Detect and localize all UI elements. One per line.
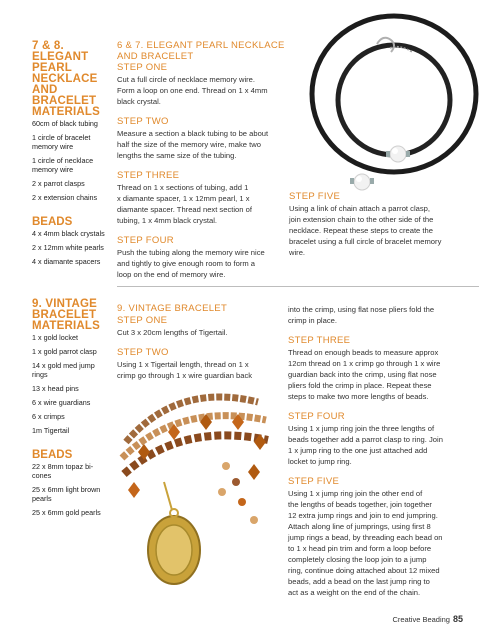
step-heading: STEP FIVE — [289, 191, 341, 202]
beads-list — [32, 229, 108, 266]
text-line: Form a loop on one end. Thread on 1 x 4mm — [117, 86, 268, 95]
pearl-step-five — [289, 191, 479, 258]
continued-text — [288, 304, 480, 326]
text-line: pliers fold the crimp in place. Repeat these — [288, 381, 432, 390]
step-heading: STEP FOUR — [288, 411, 345, 422]
text-line: 12cm thread on 1 x crimp go through 1 x wire — [288, 359, 441, 368]
material-item: 13 x head pins — [32, 384, 79, 393]
step-heading: STEP ONE — [117, 314, 168, 326]
text-line: Push the tubing along the memory wire nice — [117, 248, 265, 257]
text-line: jump rings a bead, by threading each bead on — [288, 533, 443, 542]
materials-list — [32, 119, 108, 202]
text-line: completely closing the loop join to a jump — [288, 555, 427, 564]
spacer — [350, 178, 354, 184]
step-text — [117, 74, 287, 107]
text-line: the lengths of beads together, join together — [288, 500, 432, 509]
title-line: NECKLACE AND — [32, 73, 98, 96]
text-line: lengths the same size of the tubing. — [117, 151, 237, 160]
step-heading: STEP FIVE — [288, 476, 340, 487]
text-line: tubing, 1 x 4mm black crystal. — [117, 216, 218, 225]
pearl-section — [117, 41, 287, 280]
text-line: join extension chain to the other side of the — [289, 215, 434, 224]
text-line: Using 1 x Tigertail length, thread on 1 x — [117, 359, 249, 369]
materials-list — [32, 333, 108, 435]
magazine-name: Creative Beading — [392, 615, 450, 624]
bead-item: 4 x 4mm black crystals — [32, 229, 105, 238]
step-text — [288, 423, 480, 467]
text-line: loop on the end of memory wire. — [117, 270, 226, 279]
text-line: 12 extra jump rings and join to end jumpring. — [288, 511, 438, 520]
beads-heading: BEADS — [32, 216, 73, 228]
title-line: BRACELET — [32, 95, 97, 107]
text-line: Cut a full circle of necklace memory wire. — [117, 75, 255, 84]
text-line: steps to make two more lengths of beads. — [288, 392, 429, 401]
material-item: 1 x gold locket — [32, 333, 78, 342]
material-item: 2 x extension chains — [32, 193, 98, 202]
bead-item: 2 x 12mm white pearls — [32, 243, 104, 252]
locket-inner — [156, 525, 192, 575]
sidebar-top — [32, 41, 108, 266]
pearl-necklace-photo — [282, 4, 482, 194]
bead-strand-top — [122, 397, 268, 474]
sidebar-bottom-title — [32, 299, 108, 332]
material-item: 1 x gold parrot clasp — [32, 347, 97, 356]
section-title: AND BRACELET — [117, 50, 194, 62]
text-line: into the crimp, using flat nose pliers fold the — [288, 305, 435, 314]
text-line: act as a weight on the end of the chain. — [288, 588, 421, 597]
step-text — [117, 327, 277, 338]
text-line: Cut 3 x 20cm lengths of Tigertail. — [117, 327, 228, 337]
text-line: half the size of the memory wire, make two — [117, 140, 261, 149]
beads-heading: BEADS — [32, 449, 73, 461]
step-text — [117, 128, 287, 161]
pearl-highlight — [392, 148, 398, 154]
text-line: locket to jump ring. — [288, 457, 352, 466]
spacer — [406, 151, 410, 157]
beads-list — [32, 462, 108, 517]
bracelet-tube — [338, 45, 450, 155]
vintage-bracelet-photo — [108, 382, 283, 612]
title-line: ELEGANT PEARL — [32, 51, 89, 74]
text-line: Using 1 x jump ring join the three lengths of — [288, 424, 435, 433]
material-item: 14 x gold med jump rings — [32, 361, 95, 379]
title-line: MATERIALS — [32, 320, 101, 332]
page-number: 85 — [452, 614, 463, 624]
text-line: Attach along line of jumprings, using first 8 — [288, 522, 431, 531]
material-item: 1 circle of bracelet memory wire — [32, 133, 91, 151]
step-heading: STEP THREE — [117, 170, 180, 181]
title-line: MATERIALS — [32, 106, 101, 118]
text-line: ring, continue doing attached about 12 mixed — [288, 566, 440, 575]
text-line: crimp in place. — [288, 316, 337, 325]
title-line: BRACELET — [32, 309, 97, 321]
spacer — [386, 151, 390, 157]
spacer — [370, 178, 374, 184]
material-item: 6 x wire guardians — [32, 398, 91, 407]
step-heading: STEP ONE — [117, 62, 168, 73]
vintage-right-column — [288, 304, 480, 598]
text-line: beads, add a bead on the last jump ring to — [288, 577, 430, 586]
material-item: 6 x crimps — [32, 412, 65, 421]
material-item: 1m Tigertail — [32, 426, 70, 435]
text-line: Thread on 1 x sections of tubing, add 1 — [117, 183, 249, 192]
step-heading: STEP FOUR — [117, 235, 174, 246]
bead-item: 25 x 6mm gold pearls — [32, 508, 101, 517]
bead-item: 25 x 6mm light brown pearls — [32, 485, 101, 503]
text-line: x diamante spacer, 1 x 12mm pearl, 1 x — [117, 194, 250, 203]
step-text — [288, 488, 480, 598]
text-line: beads together add a parrot clasp to ring. Join — [288, 435, 443, 444]
step-text — [117, 247, 287, 280]
text-line: diamante spacer. Thread next section of — [117, 205, 252, 214]
text-line: and tightly to give enough room to form a — [117, 259, 256, 268]
page-footer — [392, 614, 463, 624]
section-title: 6 & 7. ELEGANT PEARL NECKLACE — [117, 40, 285, 51]
text-line: 1 x jump ring to the one just attached add — [288, 446, 428, 455]
text-line: Thread on enough beads to measure approx — [288, 348, 439, 357]
material-item: 1 circle of necklace memory wire — [32, 156, 94, 174]
step-text — [117, 359, 277, 381]
text-line: Using 1 x jump ring join the other end of — [288, 489, 423, 498]
text-line: to 1 x head pin trim and form a loop before — [288, 544, 432, 553]
pearl-bracelet — [390, 146, 406, 162]
step-text — [117, 182, 287, 226]
step-heading: STEP TWO — [117, 346, 169, 358]
pearl-necklace — [354, 174, 370, 190]
sidebar-top-title — [32, 41, 108, 118]
step-heading: STEP THREE — [288, 335, 351, 346]
sidebar-bottom — [32, 299, 108, 517]
bracelet-illustration — [108, 382, 283, 612]
text-line: black crystal. — [117, 97, 161, 106]
text-line: wire. — [289, 248, 306, 257]
material-item: 2 x parrot clasps — [32, 179, 85, 188]
step-text — [289, 203, 479, 258]
bead-item: 22 x 8mm topaz bi-cones — [32, 462, 94, 480]
pearl-highlight — [356, 176, 362, 182]
vintage-section — [117, 304, 277, 381]
jump-ring-chain — [164, 482, 172, 510]
title-line: 9. VINTAGE — [32, 298, 98, 310]
bead-item: 4 x diamante spacers — [32, 257, 101, 266]
section-title: 9. VINTAGE BRACELET — [117, 303, 228, 314]
step-heading: STEP TWO — [117, 116, 169, 127]
text-line: crimp go through 1 x wire guardian back — [117, 370, 253, 380]
material-item: 60cm of black tubing — [32, 119, 98, 128]
title-line: 7 & 8. — [32, 40, 64, 52]
necklace-illustration — [282, 4, 482, 194]
text-line: Using a link of chain attach a parrot clasp, — [289, 204, 430, 213]
text-line: guardian back into the crimp, using flat nose — [288, 370, 437, 379]
text-line: necklace. Repeat these steps to create the — [289, 226, 433, 235]
step-text — [288, 347, 480, 402]
text-line: Measure a section a black tubing to be about — [117, 129, 269, 138]
section-divider — [117, 286, 479, 287]
text-line: bracelet using a full circle of bracelet memory — [289, 237, 442, 246]
